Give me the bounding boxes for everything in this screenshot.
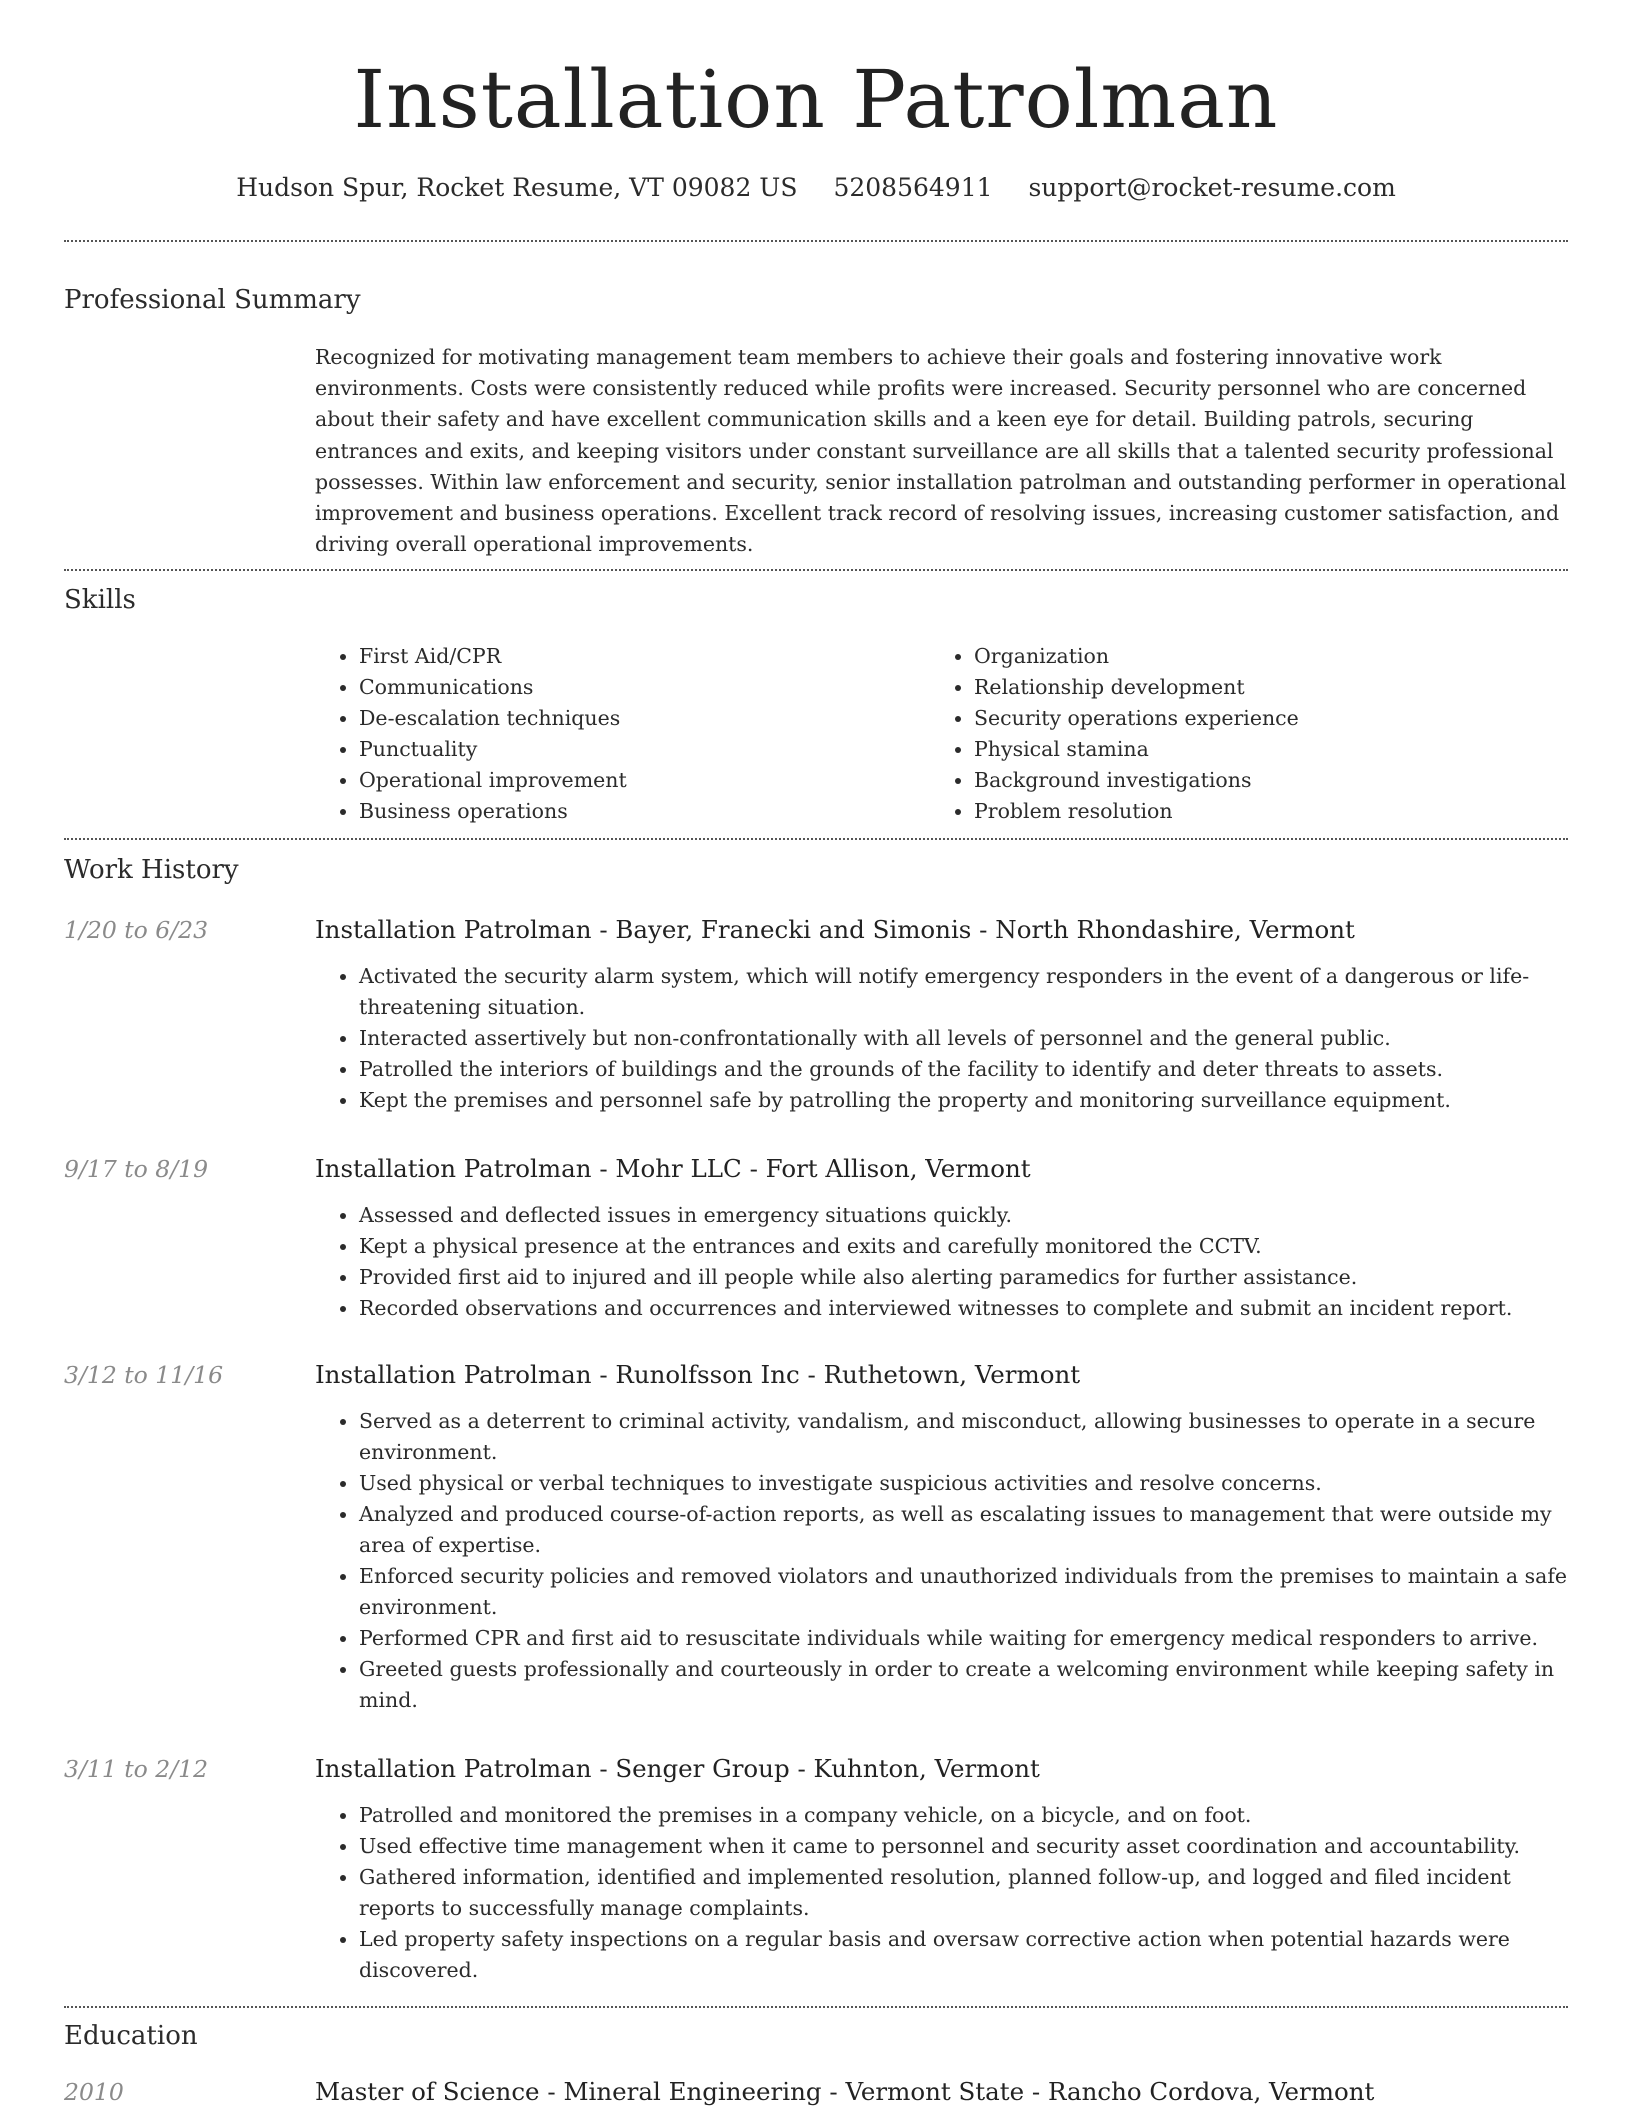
skill-item: • Business operations — [359, 796, 915, 827]
job-dates: 9/17 to 8/19 — [64, 1155, 209, 1183]
job-heading — [315, 1358, 1080, 1392]
skill-item: • Physical stamina — [974, 734, 1550, 765]
job-title: Installation Patrolman — [315, 1154, 592, 1183]
resume-page — [64, 0, 1568, 2112]
section-title-work: Work History — [64, 855, 239, 885]
job-dates: 3/11 to 2/12 — [64, 1755, 209, 1783]
duty-item: • Used effective time management when it came to personnel and security asset coordination and accountability. — [359, 1831, 1568, 1862]
separator: - — [829, 2077, 838, 2106]
duty-item: • Patrolled and monitored the premises in a company vehicle, on a bicycle, and on foot. — [359, 1800, 1568, 1831]
job-company: Mohr LLC — [615, 1154, 742, 1183]
skill-item: • Security operations experience — [974, 703, 1550, 734]
duty-item: • Performed CPR and first aid to resuscitate individuals while waiting for emergency medical responders to arrive. — [359, 1623, 1568, 1654]
skill-item: • First Aid/CPR — [359, 641, 915, 672]
duty-item: • Recorded observations and occurrences and interviewed witnesses to complete and submit an incident report. — [359, 1293, 1568, 1324]
skill-item: • De-escalation techniques — [359, 703, 915, 734]
separator: - — [807, 1360, 816, 1389]
contact-phone: 5208564911 — [833, 173, 993, 202]
job-heading — [315, 1152, 1031, 1186]
education-heading — [315, 2075, 1374, 2109]
job-location: Kuhnton, Vermont — [813, 1754, 1040, 1783]
separator: - — [1031, 2077, 1041, 2106]
section-title-summary: Professional Summary — [64, 285, 361, 315]
duty-item: • Enforced security policies and removed violators and unauthorized individuals from the premises to maintain a safe environment. — [359, 1561, 1568, 1623]
duty-item: • Kept the premises and personnel safe by patrolling the property and monitoring surveillance equipment. — [359, 1085, 1568, 1116]
skill-item: • Problem resolution — [974, 796, 1550, 827]
duty-item: • Activated the security alarm system, which will notify emergency responders in the event of a dangerous or life-threatening situation. — [359, 961, 1568, 1023]
duty-item: • Analyzed and produced course-of-action reports, as well as escalating issues to management that were outside my area of expertise. — [359, 1499, 1568, 1561]
skill-item: • Operational improvement — [359, 765, 915, 796]
skills-column-left — [315, 641, 915, 827]
education-school: Vermont State — [845, 2077, 1025, 2106]
separator: - — [797, 1754, 806, 1783]
duty-item: • Kept a physical presence at the entrances and exits and carefully monitored the CCTV. — [359, 1231, 1568, 1262]
skill-item: • Punctuality — [359, 734, 915, 765]
section-divider — [64, 838, 1568, 840]
job-dates: 3/12 to 11/16 — [64, 1361, 224, 1389]
job-location: Fort Allison, Vermont — [765, 1154, 1031, 1183]
skills-list-right — [930, 641, 1550, 827]
duty-item: • Interacted assertively but non-confrontationally with all levels of personnel and the general public. — [359, 1023, 1568, 1054]
job-duties — [315, 961, 1568, 1116]
separator: - — [599, 1360, 608, 1389]
duty-item: • Led property safety inspections on a regular basis and oversaw corrective action when potential hazards were discovered. — [359, 1924, 1568, 1986]
job-location: Ruthetown, Vermont — [823, 1360, 1081, 1389]
job-duties — [315, 1406, 1568, 1716]
duty-item: • Provided first aid to injured and ill people while also alerting paramedics for further assistance. — [359, 1262, 1568, 1293]
duty-item: • Patrolled the interiors of buildings and the grounds of the facility to identify and deter threats to assets. — [359, 1054, 1568, 1085]
job-company: Bayer, Franecki and Simonis — [615, 915, 972, 944]
job-title: Installation Patrolman — [315, 915, 592, 944]
job-company: Senger Group — [615, 1754, 790, 1783]
separator: - — [599, 1154, 608, 1183]
job-title: Installation Patrolman — [315, 1754, 592, 1783]
duty-item: • Used physical or verbal techniques to investigate suspicious activities and resolve concerns. — [359, 1468, 1568, 1499]
separator: - — [599, 915, 608, 944]
candidate-name: Installation Patrolman — [353, 53, 1279, 146]
duty-item: • Assessed and deflected issues in emergency situations quickly. — [359, 1200, 1568, 1231]
section-divider — [64, 240, 1568, 242]
section-divider — [64, 569, 1568, 571]
job-duties — [315, 1800, 1568, 1986]
job-company: Runolfsson Inc — [615, 1360, 800, 1389]
section-divider — [64, 2006, 1568, 2008]
skill-item: • Relationship development — [974, 672, 1550, 703]
skills-column-right — [930, 641, 1550, 827]
duty-item: • Gathered information, identified and implemented resolution, planned follow-up, and logged and filed incident reports to successfully manage complaints. — [359, 1862, 1568, 1924]
separator: - — [979, 915, 988, 944]
job-title: Installation Patrolman — [315, 1360, 592, 1389]
section-title-education: Education — [64, 2021, 198, 2051]
skill-item: • Background investigations — [974, 765, 1550, 796]
education-year: 2010 — [64, 2078, 124, 2106]
education-field: Mineral Engineering — [563, 2077, 822, 2106]
skills-list-left — [315, 641, 915, 827]
duty-item: • Greeted guests professionally and courteously in order to create a welcoming environment while keeping safety in mind. — [359, 1654, 1568, 1716]
section-title-skills: Skills — [64, 585, 136, 615]
separator: - — [599, 1754, 608, 1783]
job-dates: 1/20 to 6/23 — [64, 916, 209, 944]
separator: - — [547, 2077, 556, 2106]
skill-item: • Communications — [359, 672, 915, 703]
contact-email: support@rocket-resume.com — [1028, 173, 1396, 202]
skill-item: • Organization — [974, 641, 1550, 672]
summary-text: Recognized for motivating management team members to achieve their goals and fostering innovative work environments. Costs were consistently reduced while profits were increased. Security personnel who are concerned about their safety and have excellent communication skills and a keen eye for detail. Building patrols, securing entrances and exits, and keeping visitors under constant surveillance are all skills that a talented security professional possesses. Within law enforcement and security, senior installation patrolman and outstanding performer in operational improvement and business operations. Excellent track record of resolving issues, increasing customer satisfaction, and driving overall operational improvements. — [315, 345, 1567, 557]
job-heading — [315, 913, 1355, 947]
education-location: Rancho Cordova, Vermont — [1047, 2077, 1375, 2106]
education-degree: Master of Science — [315, 2077, 540, 2106]
duty-item: • Served as a deterrent to criminal activity, vandalism, and misconduct, allowing businesses to operate in a secure environment. — [359, 1406, 1568, 1468]
job-location: North Rhondashire, Vermont — [995, 915, 1355, 944]
job-duties — [315, 1200, 1568, 1324]
job-heading — [315, 1752, 1040, 1786]
contact-address: Hudson Spur, Rocket Resume, VT 09082 US — [236, 173, 798, 202]
contact-line — [64, 170, 1568, 206]
separator: - — [749, 1154, 758, 1183]
